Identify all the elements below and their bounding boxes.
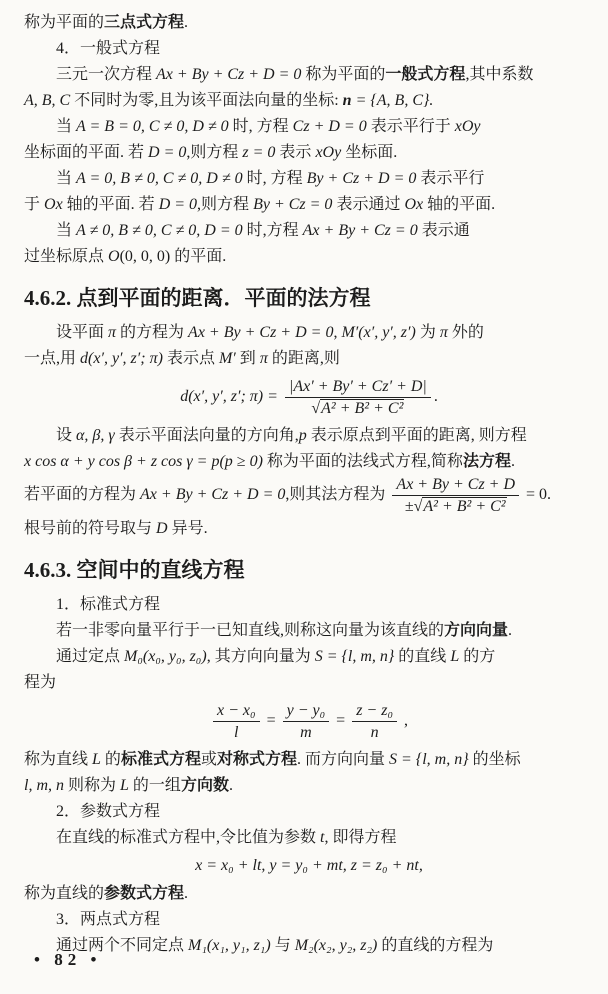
- fraction-numerator: [283, 701, 330, 722]
- text-run: 轴的平面. 若: [62, 196, 159, 213]
- text-run: 设: [56, 427, 77, 444]
- text-run: 称为直线: [24, 751, 93, 768]
- math-run: Cz + D = 0: [292, 118, 367, 135]
- text-run: 当: [56, 118, 77, 135]
- text-run: ,: [400, 712, 408, 730]
- text-run: .: [184, 885, 189, 902]
- math-run: x cos α + y cos β + z cos γ = p(p ≥ 0): [24, 453, 263, 470]
- page-number: • 82 •: [34, 950, 102, 969]
- text-run: (0, 0, 0) 的平面.: [119, 248, 227, 265]
- paragraph: [24, 475, 594, 516]
- bold-term: 一般式方程: [385, 66, 466, 83]
- text-run: .: [433, 388, 438, 406]
- paragraph: [24, 592, 594, 618]
- text-run: 称为直线的: [24, 885, 105, 902]
- text-run: 表示平行于: [366, 118, 455, 135]
- text-run: 的距离,则: [267, 350, 340, 367]
- paragraph: [24, 907, 594, 933]
- text-run: 通过两个不同定点: [56, 937, 189, 954]
- text-run: .: [508, 622, 513, 639]
- paragraph: [24, 933, 594, 959]
- paragraph: [24, 881, 594, 907]
- text-run: 时, 方程: [242, 170, 307, 187]
- math-run: S = {l, m, n}: [389, 751, 469, 768]
- math-run: Ax + By + Cz + D: [396, 476, 516, 493]
- paragraph: [24, 670, 594, 696]
- paragraph: [24, 244, 594, 270]
- radicand: [422, 497, 506, 515]
- paragraph: [24, 618, 594, 644]
- text-run: 表示平面法向量的方向角,: [114, 427, 299, 444]
- math-run: By + Cz + D = 0: [306, 170, 417, 187]
- bold-term: 三点式方程: [104, 14, 185, 31]
- paragraph: [24, 773, 594, 799]
- paragraph: [24, 423, 594, 449]
- fraction: [283, 701, 330, 742]
- text-run: 时, 方程: [228, 118, 293, 135]
- text-run: ±: [404, 498, 414, 515]
- text-run: =: [332, 712, 350, 730]
- text-run: 外的: [447, 324, 484, 341]
- text-run: .: [184, 14, 189, 31]
- math-run: L: [120, 777, 129, 794]
- bold-term: 对称式方程: [216, 751, 297, 768]
- fraction-denominator: [352, 722, 397, 742]
- formula: [24, 701, 594, 742]
- math-run: A² + B² + C²: [423, 498, 506, 515]
- text-run: 坐标面的平面. 若: [24, 144, 149, 161]
- text-run: 表示平行: [416, 170, 485, 187]
- radicand: [320, 399, 404, 417]
- bold-term: 方向向量: [444, 622, 509, 639]
- paragraph: [24, 516, 594, 542]
- text-run: 称为平面的: [301, 66, 386, 83]
- math-run: x − x₀: [217, 702, 256, 719]
- math-run: α, β, γ: [76, 427, 115, 444]
- math-run: By + Cz = 0: [253, 196, 333, 213]
- math-run: L: [92, 751, 101, 768]
- math-run: Ox: [44, 196, 63, 213]
- fraction-denominator: [283, 722, 330, 742]
- fraction-numerator: [352, 701, 397, 722]
- text-run: 过坐标原点: [24, 248, 109, 265]
- bold-term: 参数式方程: [104, 885, 185, 902]
- fraction: [392, 475, 519, 516]
- radical-sign: √: [311, 400, 321, 417]
- text-run: 三元一次方程: [56, 66, 157, 83]
- radical-sign: √: [413, 498, 423, 515]
- math-run: A = 0, B ≠ 0, C ≠ 0, D ≠ 0: [76, 170, 243, 187]
- paragraph: [24, 166, 594, 192]
- math-run: Ax + By + Cz + D = 0: [188, 324, 334, 341]
- text-run: 称为平面的法线式方程,简称: [262, 453, 463, 470]
- text-run: 的: [100, 751, 121, 768]
- text-run: ,其中系数: [465, 66, 534, 83]
- text-run: 的坐标: [468, 751, 521, 768]
- bold-term: n: [342, 92, 352, 109]
- math-run: Ax + By + Cz + D = 0: [156, 66, 302, 83]
- fraction-numerator: [213, 701, 260, 722]
- math-run: M′: [218, 350, 236, 367]
- math-run: A² + B² + C²: [321, 400, 404, 417]
- text-run: 通过定点: [56, 648, 125, 665]
- math-run: D = 0: [148, 144, 187, 161]
- text-run: 在直线的标准式方程中,令比值为参数: [56, 829, 321, 846]
- text-run: = 0.: [522, 486, 552, 504]
- math-run: π: [259, 350, 268, 367]
- text-run: 当: [56, 222, 77, 239]
- math-run: Ax + By + Cz + D = 0: [140, 486, 286, 504]
- text-run: 2．参数式方程: [56, 803, 161, 820]
- section-heading: [24, 555, 594, 585]
- math-run: Ax + By + Cz = 0: [302, 222, 418, 239]
- math-run: y − y₀: [286, 702, 326, 719]
- math-run: xOy: [315, 144, 342, 161]
- paragraph: [24, 114, 594, 140]
- text-run: . 而方向向量: [296, 751, 389, 768]
- math-run: |Ax′ + By′ + Cz′ + D|: [288, 378, 427, 395]
- text-run: 程为: [24, 674, 57, 691]
- text-run: ,则方程: [186, 144, 243, 161]
- text-run: 异号.: [167, 520, 208, 537]
- fraction-denominator: [285, 398, 431, 418]
- square-root: [311, 399, 404, 417]
- paragraph: [24, 747, 594, 773]
- text-run: 表示通过: [332, 196, 405, 213]
- fraction: [352, 701, 397, 742]
- math-run: p: [298, 427, 307, 444]
- text-run: 称为平面的: [24, 14, 105, 31]
- text-run: 若平面的方程为: [24, 486, 141, 504]
- fraction-numerator: [392, 475, 519, 496]
- math-run: l: [234, 724, 239, 741]
- text-run: , 其方向向量为: [206, 648, 315, 665]
- math-run: A, B, C: [24, 92, 71, 109]
- text-run: 到: [235, 350, 260, 367]
- math-run: O: [108, 248, 120, 265]
- paragraph: [24, 62, 594, 88]
- text-run: 4．一般式方程: [56, 40, 161, 57]
- text-run: 时,方程: [242, 222, 303, 239]
- text-run: .: [510, 453, 515, 470]
- bold-term: 标准式方程: [120, 751, 201, 768]
- math-run: L: [450, 648, 460, 665]
- paragraph: [24, 320, 594, 346]
- math-run: S = {l, m, n}: [314, 648, 395, 665]
- math-run: xOy: [454, 118, 481, 135]
- fraction-numerator: [285, 377, 431, 398]
- paragraph: [24, 88, 594, 114]
- fraction-denominator: [392, 496, 519, 516]
- text-run: 的方程为: [116, 324, 189, 341]
- math-run: M₀(x₀, y₀, z₀): [124, 648, 207, 665]
- text-run: 3．两点式方程: [56, 911, 161, 928]
- section-heading: [24, 283, 594, 313]
- math-run: D = 0: [158, 196, 198, 213]
- text-run: 或: [200, 751, 217, 768]
- paragraph: [24, 799, 594, 825]
- math-run: z = 0: [242, 144, 276, 161]
- text-run: ,则其法方程为: [285, 486, 390, 504]
- math-run: π: [108, 324, 117, 341]
- text-run: 为: [415, 324, 440, 341]
- math-run: m: [300, 724, 312, 741]
- text-run: 轴的平面.: [423, 196, 496, 213]
- formula: [24, 377, 594, 418]
- math-run: l, m, n: [24, 777, 64, 794]
- text-run: 表示: [275, 144, 316, 161]
- paragraph: [24, 192, 594, 218]
- paragraph: [24, 140, 594, 166]
- text-run: ,则方程: [197, 196, 254, 213]
- text-run: 坐标面.: [341, 144, 398, 161]
- bold-term: 方向数: [180, 777, 229, 794]
- text-run: 根号前的符号取与: [24, 520, 157, 537]
- text-run: 的直线的方程为: [377, 937, 494, 954]
- paragraph: [24, 218, 594, 244]
- text-run: 的一组: [128, 777, 181, 794]
- text-run: .: [228, 777, 233, 794]
- math-run: A ≠ 0, B ≠ 0, C ≠ 0, D = 0: [76, 222, 243, 239]
- paragraph: [24, 36, 594, 62]
- math-run: A = B = 0, C ≠ 0, D ≠ 0: [76, 118, 229, 135]
- text-run: ,: [333, 324, 342, 341]
- math-run: n: [370, 724, 379, 741]
- formula: [24, 856, 594, 876]
- fraction: [285, 377, 431, 418]
- math-run: d(x′, y′, z′; π): [80, 350, 163, 367]
- fraction-denominator: [213, 722, 260, 742]
- math-run: M′(x′, y′, z′): [341, 324, 416, 341]
- text-run: 与: [270, 937, 295, 954]
- text-run: 于: [24, 196, 45, 213]
- fraction: [213, 701, 260, 742]
- math-run: π: [439, 324, 448, 341]
- text-run: 表示原点到平面的距离, 则方程: [306, 427, 527, 444]
- text-run: 不同时为零,且为该平面法向量的坐标:: [70, 92, 343, 109]
- math-run: t: [320, 829, 325, 846]
- text-run: 表示点: [162, 350, 219, 367]
- text-run: 4.6.3. 空间中的直线方程: [24, 558, 245, 582]
- bold-term: 法方程: [462, 453, 511, 470]
- paragraph: [24, 449, 594, 475]
- paragraph: [24, 10, 594, 36]
- math-run: M₂(x₂, y₂, z₂): [294, 937, 378, 954]
- text-run: =: [262, 712, 280, 730]
- math-run: Ox: [404, 196, 424, 213]
- square-root: [414, 497, 507, 515]
- paragraph: [24, 346, 594, 372]
- math-run: = {A, B, C}.: [351, 92, 434, 109]
- math-run: z − z₀: [356, 702, 393, 719]
- math-run: d(x′, y′, z′; π) =: [180, 388, 282, 406]
- paragraph: [24, 825, 594, 851]
- text-run: 则称为: [64, 777, 121, 794]
- text-run: 若一非零向量平行于一已知直线,则称这向量为该直线的: [56, 622, 445, 639]
- text-run: 的直线: [394, 648, 451, 665]
- text-run: 表示通: [417, 222, 470, 239]
- math-run: x = x₀ + lt, y = y₀ + mt, z = z₀ + nt,: [195, 857, 423, 874]
- math-run: D: [156, 520, 168, 537]
- math-run: M₁(x₁, y₁, z₁): [188, 937, 271, 954]
- text-run: 一点,用: [24, 350, 81, 367]
- text-run: 设平面: [56, 324, 109, 341]
- text-run: 4.6.2. 点到平面的距离．平面的法方程: [24, 286, 371, 310]
- paragraph: [24, 644, 594, 670]
- text-run: , 即得方程: [324, 829, 397, 846]
- text-run: 的方: [459, 648, 496, 665]
- text-run: 1．标准式方程: [56, 596, 161, 613]
- text-run: 当: [56, 170, 77, 187]
